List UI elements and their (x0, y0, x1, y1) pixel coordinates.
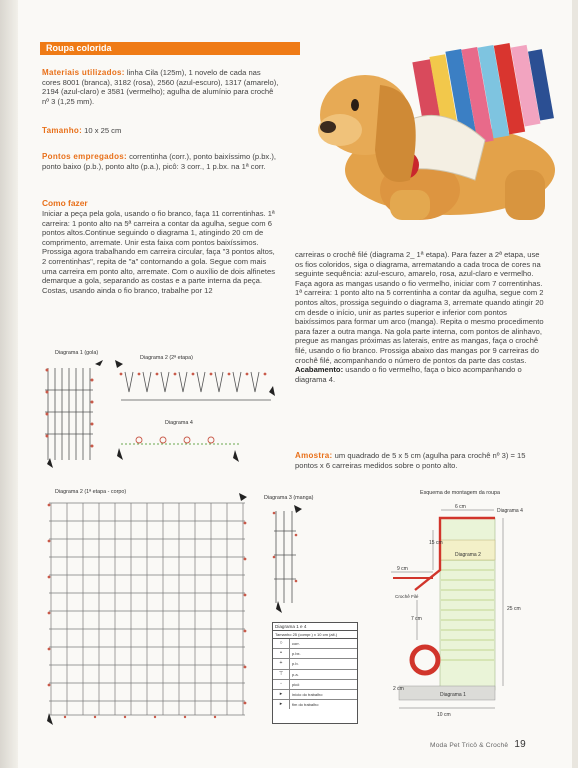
dim-6cm: 6 cm (455, 504, 466, 510)
diagram1-label: Diagrama 1 (gola) (55, 350, 99, 356)
sample-text: um quadrado de 5 x 5 cm (agulha para crochê nº 3) = 15 pontos x 6 carreiras medidos sobre o ponto alto. (295, 451, 526, 470)
page-edge (572, 0, 578, 768)
key-row (273, 700, 357, 709)
page-number: 19 (514, 739, 526, 750)
key-text: picô (292, 681, 300, 687)
key-symbol: + (273, 659, 290, 668)
key-text: p.bx. (292, 651, 301, 657)
dim-25cm: 25 cm (507, 606, 521, 612)
size-heading: Tamanho: (42, 126, 83, 135)
key-symbol: ⊤ (273, 670, 290, 679)
dim-2cm: 2 cm (393, 686, 404, 692)
materials-heading: Materiais utilizados: (42, 68, 125, 77)
schematic-title: Esquema de montagem da roupa (420, 490, 501, 496)
finish-text: usando o fio vermelho, faça o bico acompanhando o diagrama 4. (295, 365, 522, 384)
how-text-left: Iniciar a peça pela gola, usando o fio branco, faça 11 correntinhas. 1ª carreira: 1 ponto alto na 5ª carreira a contar da agulha, segue com 6 pontos altos.Continue seguindo o diagrama 1, atingindo 20 cm de comprimento, arremate. Unir esta faixa com pontos baixíssimos. Prossiga agora trabalhando em carreira circular, faça "3 pontos altos, 2 correntinhas", repita de "a" contornando a gola. Segue com mais uma carreira em ponto alto, arremate. Com o auxílio de dois alfinetes demarque a gola, separando as costas e a parte interna da peça. Costas, usando ainda o fio branco, trabalhe por 12 (42, 209, 275, 295)
schematic-d2-label: Diagrama 2 (455, 552, 481, 558)
diagram2-chart (115, 360, 275, 405)
finish-label: Acabamento: (295, 365, 344, 375)
key-row (273, 680, 357, 690)
size-block (42, 126, 280, 136)
section-title: Roupa colorida (46, 43, 112, 53)
dim-7cm: 7 cm (411, 616, 422, 622)
page-binding (0, 0, 18, 768)
page-footer (430, 739, 526, 750)
diagram2-label: Diagrama 2 (2ª etapa) (140, 355, 193, 361)
key-text: p.a. (292, 671, 299, 677)
key-symbol: ▸ (273, 690, 290, 699)
key-subtitle: Tamanho 25 (compr.) x 10 cm (alt.) (273, 631, 357, 639)
key-row (273, 649, 357, 659)
how-text-right-body: carreiras o crochê filé (diagrama 2_ 1ª etapa). Para fazer a 2ª etapa, use os fios coloridos, siga o diagrama, arrematando a cada troca de cores na seguinte sequência: azul-escuro, amarelo, rosa, azul-claro e vermelho. Faça agora as mangas usando o fio vermelho, iniciar com 7 correntinhas. 1ª carreira: 1 ponto alto na 5 correntinha a contar da agulha, segue com 2 pontos altos, prossiga seguindo o diagrama 3, arremate quando atingir 20 cm desde o início, unir as partes superior e inferior com pontos baixíssimos para formar um arco (manga). Repita o mesmo procedimento para fazer a outra manga. Na gola parte interna, com pontos de alinhavo, pregue as mangas próximas as laterais, entre as mangas, faça o crochê filé, usando o fio branco. Prossiga abaixo das mangas por 9 carreiras do crochê filé, acompanhando o número de pontos da parte das costas. (295, 250, 544, 365)
how-heading: Como fazer (42, 198, 88, 208)
sample-heading: Amostra: (295, 451, 333, 460)
key-text: fim do trabalho (292, 702, 319, 708)
key-symbol: ▸ (273, 700, 290, 709)
materials-block (42, 68, 280, 106)
key-symbol: ◦ (273, 680, 290, 689)
assembly-schematic (385, 500, 535, 720)
diagram3-chart (270, 505, 310, 615)
key-row (273, 639, 357, 649)
materials-text: linha Cila (125m), 1 novelo de cada nas cores 8001 (branca), 3182 (rosa), 2560 (azul-escuro), 1317 (amarelo), 2194 (azul-claro) e 3581 (vermelho); agulha de alumínio para crochê nº 3 (1,25 mm). (42, 68, 279, 106)
schematic-d1-label: Diagrama 1 (440, 692, 466, 698)
key-text: p.b. (292, 661, 299, 667)
key-row (273, 690, 357, 700)
diagram3-label: Diagrama 3 (manga) (264, 495, 314, 501)
schematic-d4-label: Diagrama 4 (497, 508, 523, 514)
key-row (273, 670, 357, 680)
key-title: Diagrama 1 e 4 (273, 623, 357, 631)
key-text: corr. (292, 641, 300, 647)
sample-block (295, 451, 545, 470)
stitch-key-table (272, 622, 358, 724)
diagram1-chart (45, 360, 105, 470)
diagram4-chart (115, 430, 245, 470)
dog-photo (300, 30, 570, 235)
diagram4-label: Diagrama 4 (165, 420, 193, 426)
diagram2b-chart (45, 493, 255, 725)
filet-label: Crochê Filé (395, 594, 419, 599)
diagram2b-label: Diagrama 2 (1ª etapa - corpo) (55, 489, 127, 495)
dim-9cm: 9 cm (397, 566, 408, 572)
key-text: início do trabalho (292, 692, 323, 698)
dim-10cm: 10 cm (437, 712, 451, 718)
key-symbol: ○ (273, 639, 290, 648)
stitches-heading: Pontos empregados: (42, 152, 127, 161)
how-text-right (295, 250, 545, 384)
dim-15cm: 15 cm (429, 540, 443, 546)
stitches-block (42, 152, 280, 171)
key-symbol: • (273, 649, 290, 658)
key-row (273, 659, 357, 669)
magazine-name: Moda Pet Tricô & Crochê (430, 742, 509, 749)
size-text: 10 x 25 cm (84, 126, 122, 135)
stitches-text: correntinha (corr.), ponto baixíssimo (p.bx.), ponto baixo (p.b.), ponto alto (p.a.), picô: 3 corr., 1 p.bx. na 1ª corr. (42, 152, 276, 171)
